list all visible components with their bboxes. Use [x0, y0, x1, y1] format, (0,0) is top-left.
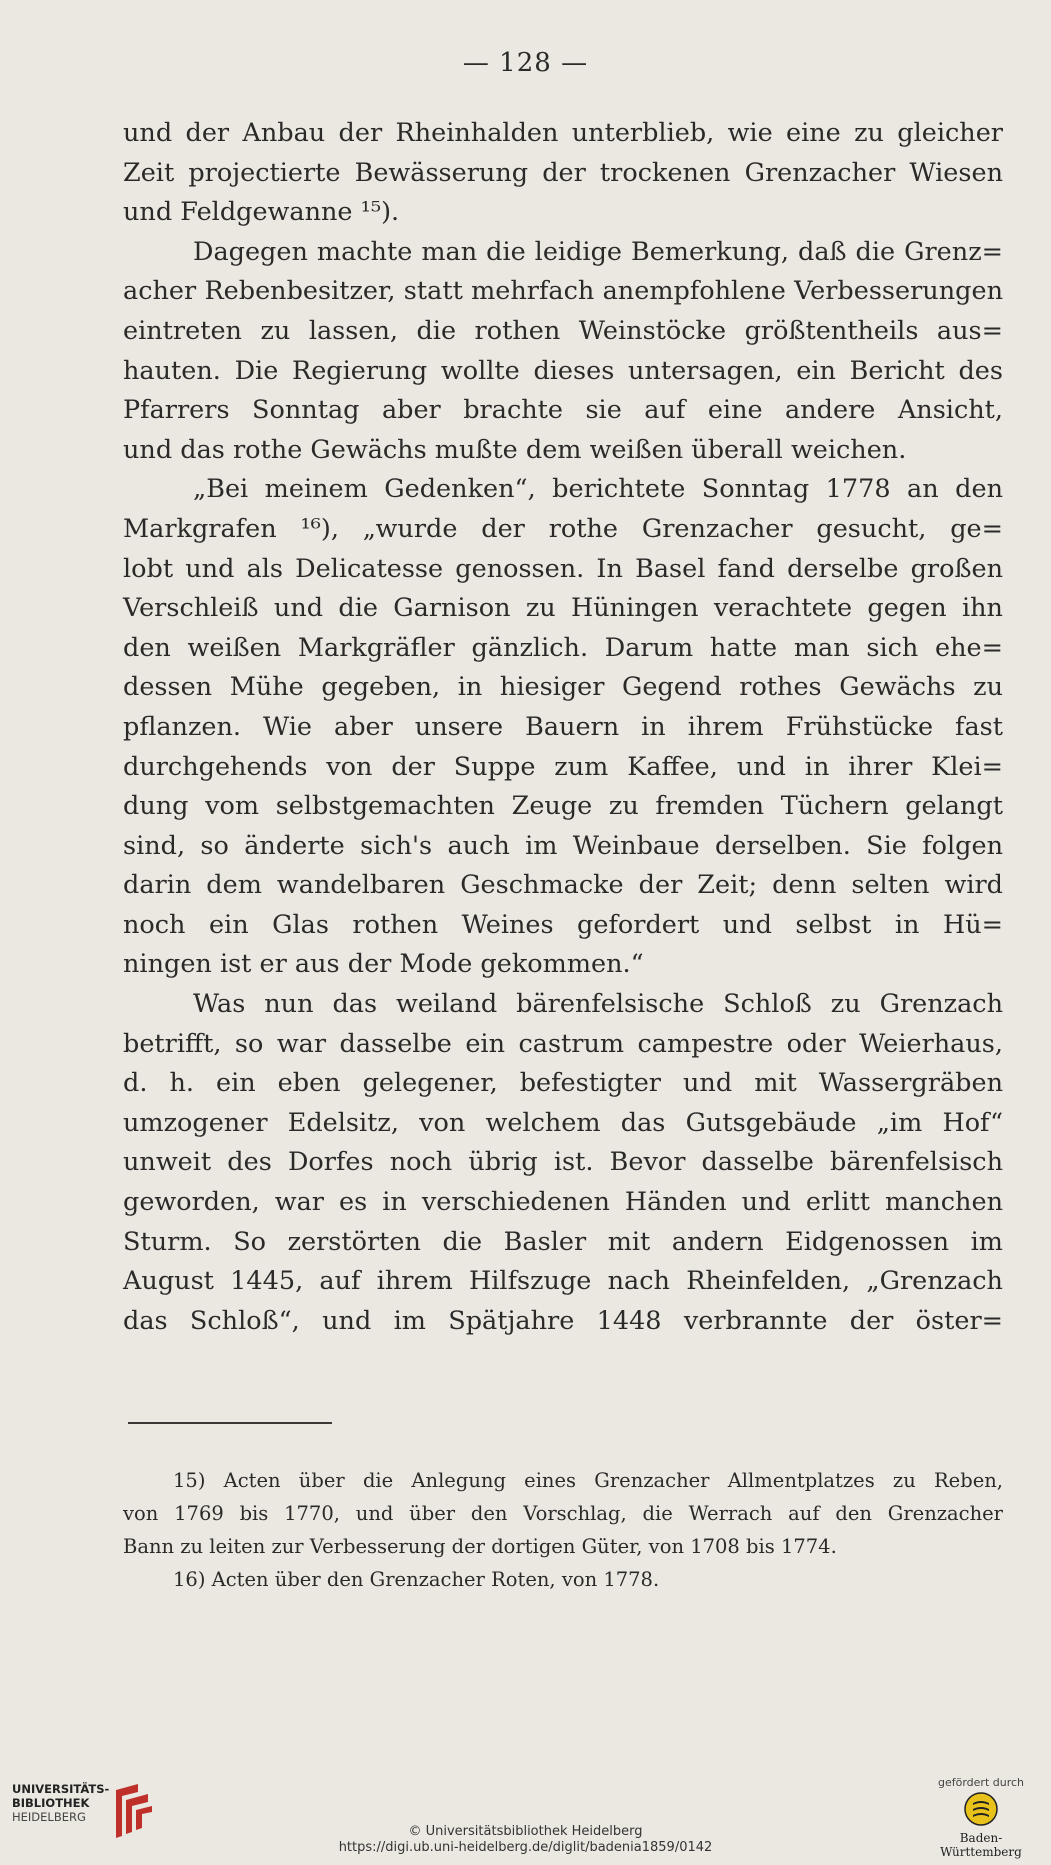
text-line: sind, so änderte sich's auch im Weinbaue derselben. Sie folgen — [123, 830, 1003, 861]
text-line: Markgrafen ¹⁶), „wurde der rothe Grenzacher gesucht, ge= — [123, 513, 1003, 544]
text-line: umzogener Edelsitz, von welchem das Gutsgebäude „im Hof“ — [123, 1107, 1003, 1138]
library-logo[interactable] — [12, 1782, 152, 1852]
text-line: dung vom selbstgemachten Zeuge zu fremden Tüchern gelangt — [123, 791, 1003, 822]
source-url[interactable]: https://digi.ub.uni-heidelberg.de/diglit/badenia1859/0142 — [338, 1840, 713, 1855]
text-line: hauten. Die Regierung wollte dieses untersagen, ein Bericht des — [123, 355, 1003, 386]
text-line: ningen ist er aus der Mode gekommen.“ — [123, 949, 644, 980]
page-number: — 128 — — [462, 48, 589, 78]
library-city: HEIDELBERG — [12, 1810, 86, 1824]
text-line: Verschleiß und die Garnison zu Hüningen verachtete gegen ihn — [123, 593, 1003, 624]
footnote-line: 15) Acten über die Anlegung eines Grenzacher Allmentplatzes zu Reben, — [173, 1469, 1003, 1492]
text-line: betrifft, so war dasselbe ein castrum campestre oder Weierhaus, — [123, 1028, 1003, 1059]
footer-credit — [300, 1824, 751, 1856]
text-line: das Schloß“, und im Spätjahre 1448 verbrannte der öster= — [123, 1305, 1003, 1336]
footnote-line: 16) Acten über den Grenzacher Roten, von 1778. — [173, 1568, 660, 1591]
footnote-divider — [128, 1422, 332, 1424]
library-name — [12, 1782, 109, 1824]
footnote-line: von 1769 bis 1770, und über den Vorschlag, die Werrach auf den Grenzacher — [123, 1502, 1003, 1525]
text-line: acher Rebenbesitzer, statt mehrfach anempfohlene Verbesserungen — [123, 276, 1003, 307]
text-line: dessen Mühe gegeben, in hiesiger Gegend rothes Gewächs zu — [123, 672, 1003, 703]
baden-wuerttemberg-seal-icon — [964, 1792, 998, 1826]
funded-by-label: gefördert durch — [937, 1776, 1025, 1789]
library-name-line-2: BIBLIOTHEK — [12, 1796, 90, 1810]
text-line: lobt und als Delicatesse genossen. In Basel fand derselbe großen — [123, 553, 1003, 584]
text-line: Was nun das weiland bärenfelsische Schloß zu Grenzach — [193, 989, 1003, 1020]
text-line: und Feldgewanne ¹⁵). — [123, 197, 400, 228]
footnotes — [123, 1464, 1003, 1596]
text-line: Pfarrers Sonntag aber brachte sie auf eine andere Ansicht, — [123, 395, 1003, 426]
text-line: Dagegen machte man die leidige Bemerkung, daß die Grenz= — [193, 236, 1003, 267]
text-line: geworden, war es in verschiedenen Händen und erlitt manchen — [123, 1187, 1003, 1218]
text-line: noch ein Glas rothen Weines gefordert und selbst in Hü= — [123, 909, 1003, 940]
funder-name: Baden-Württemberg — [940, 1831, 1022, 1859]
text-line: d. h. ein eben gelegener, befestigter und mit Wassergräben — [123, 1068, 1003, 1099]
text-line: und das rothe Gewächs mußte dem weißen überall weichen. — [123, 434, 907, 465]
text-line: unweit des Dorfes noch übrig ist. Bevor dasselbe bärenfelsisch — [123, 1147, 1003, 1178]
text-line: August 1445, auf ihrem Hilfszuge nach Rheinfelden, „Grenzach — [123, 1266, 1003, 1297]
funder-logo[interactable] — [920, 1776, 1042, 1859]
text-line: eintreten zu lassen, die rothen Weinstöcke größtentheils aus= — [123, 315, 1003, 346]
text-line: den weißen Markgräfler gänzlich. Darum hatte man sich ehe= — [123, 632, 1003, 663]
text-line: „Bei meinem Gedenken“, berichtete Sonntag 1778 an den — [193, 474, 1003, 505]
text-line: durchgehends von der Suppe zum Kaffee, und in ihrer Klei= — [123, 751, 1003, 782]
text-line: darin dem wandelbaren Geschmacke der Zeit; denn selten wird — [123, 870, 1003, 901]
footnote-line: Bann zu leiten zur Verbesserung der dortigen Güter, von 1708 bis 1774. — [123, 1535, 837, 1558]
body-text — [123, 114, 1003, 1341]
text-line: Zeit projectierte Bewässerung der trockenen Grenzacher Wiesen — [123, 157, 1003, 188]
text-line: Sturm. So zerstörten die Basler mit andern Eidgenossen im — [123, 1226, 1003, 1257]
library-name-line-1: UNIVERSITÄTS- — [12, 1782, 110, 1796]
text-line: pflanzen. Wie aber unsere Bauern in ihrem Frühstücke fast — [123, 711, 1003, 742]
text-line: und der Anbau der Rheinhalden unterblieb, wie eine zu gleicher — [123, 118, 1003, 148]
copyright-text: © Universitätsbibliothek Heidelberg — [408, 1824, 643, 1839]
library-emblem-icon — [108, 1782, 156, 1842]
